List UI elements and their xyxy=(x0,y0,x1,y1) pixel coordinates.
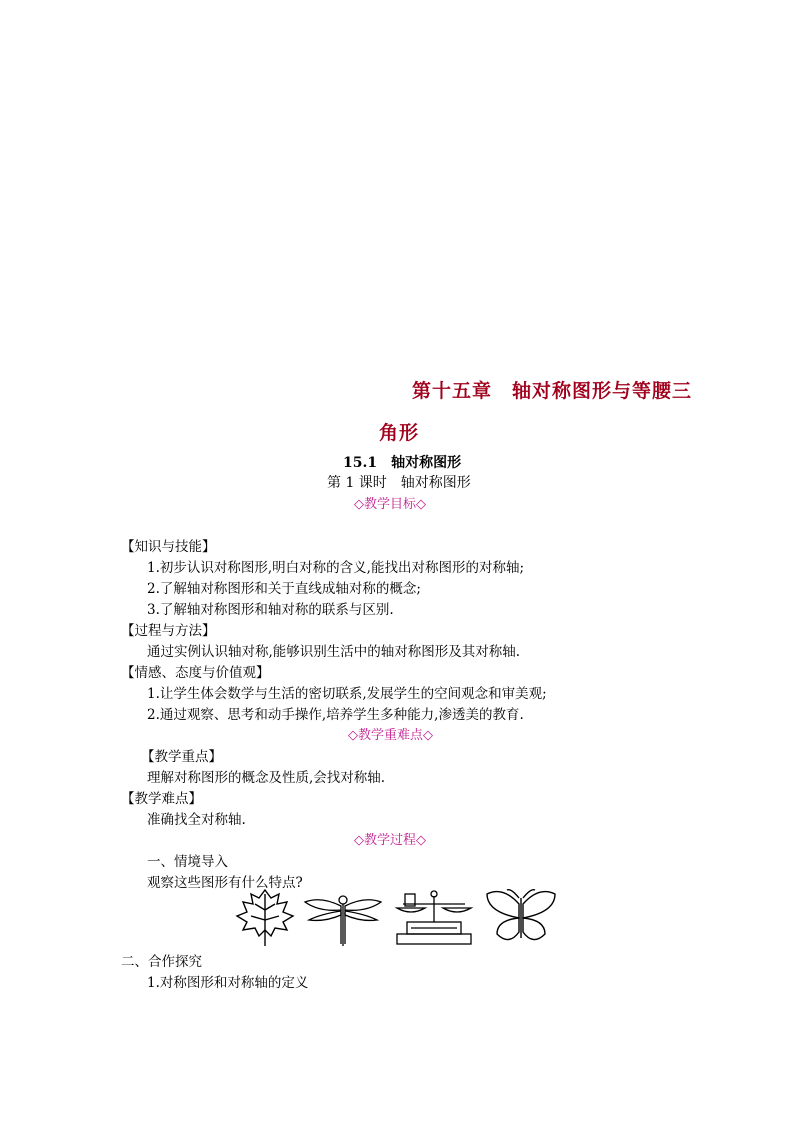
emotion-heading: 【情感、态度与价值观】 xyxy=(121,665,270,681)
definition-subheading: 1.对称图形和对称轴的定义 xyxy=(147,975,309,991)
balance-scale-icon xyxy=(397,891,471,944)
key-heading: 【教学重点】 xyxy=(141,749,222,765)
symmetric-figures xyxy=(235,886,559,948)
emotion-item: 2.通过观察、思考和动手操作,培养学生多种能力,渗透美的教育. xyxy=(147,707,524,723)
knowledge-item: 2.了解轴对称图形和关于直线成轴对称的概念; xyxy=(147,581,421,597)
knowledge-heading: 【知识与技能】 xyxy=(121,539,216,555)
key-text: 理解对称图形的概念及性质,会找对称轴. xyxy=(147,770,386,786)
section-title: 15.1 轴对称图形 xyxy=(343,455,462,471)
difficulty-heading: 【教学难点】 xyxy=(121,791,202,807)
emotion-item: 1.让学生体会数学与生活的密切联系,发展学生的空间观念和审美观; xyxy=(147,686,547,702)
leaf-icon xyxy=(237,890,293,946)
lesson-title: 第 1 课时 轴对称图形 xyxy=(327,475,471,491)
chapter-title-line1: 第十五章 轴对称图形与等腰三 xyxy=(412,380,693,402)
observation-question: 观察这些图形有什么特点? xyxy=(147,875,303,891)
goals-marker: ◇教学目标◇ xyxy=(354,497,426,512)
process-marker: ◇教学过程◇ xyxy=(354,833,426,848)
step-situation-intro: 一、情境导入 xyxy=(147,854,228,870)
knowledge-item: 3.了解轴对称图形和轴对称的联系与区别. xyxy=(147,602,394,618)
process-method-heading: 【过程与方法】 xyxy=(121,623,216,639)
key-points-marker: ◇教学重难点◇ xyxy=(348,728,433,743)
chapter-title-line2: 角形 xyxy=(379,422,420,444)
process-method-text: 通过实例认识轴对称,能够识别生活中的轴对称图形及其对称轴. xyxy=(147,644,521,660)
butterfly-icon xyxy=(487,890,555,940)
dragonfly-icon xyxy=(305,896,381,946)
knowledge-item: 1.初步认识对称图形,明白对称的含义,能找出对称图形的对称轴; xyxy=(147,560,525,576)
step-cooperative-exploration: 二、合作探究 xyxy=(121,954,202,970)
difficulty-text: 准确找全对称轴. xyxy=(147,812,246,828)
